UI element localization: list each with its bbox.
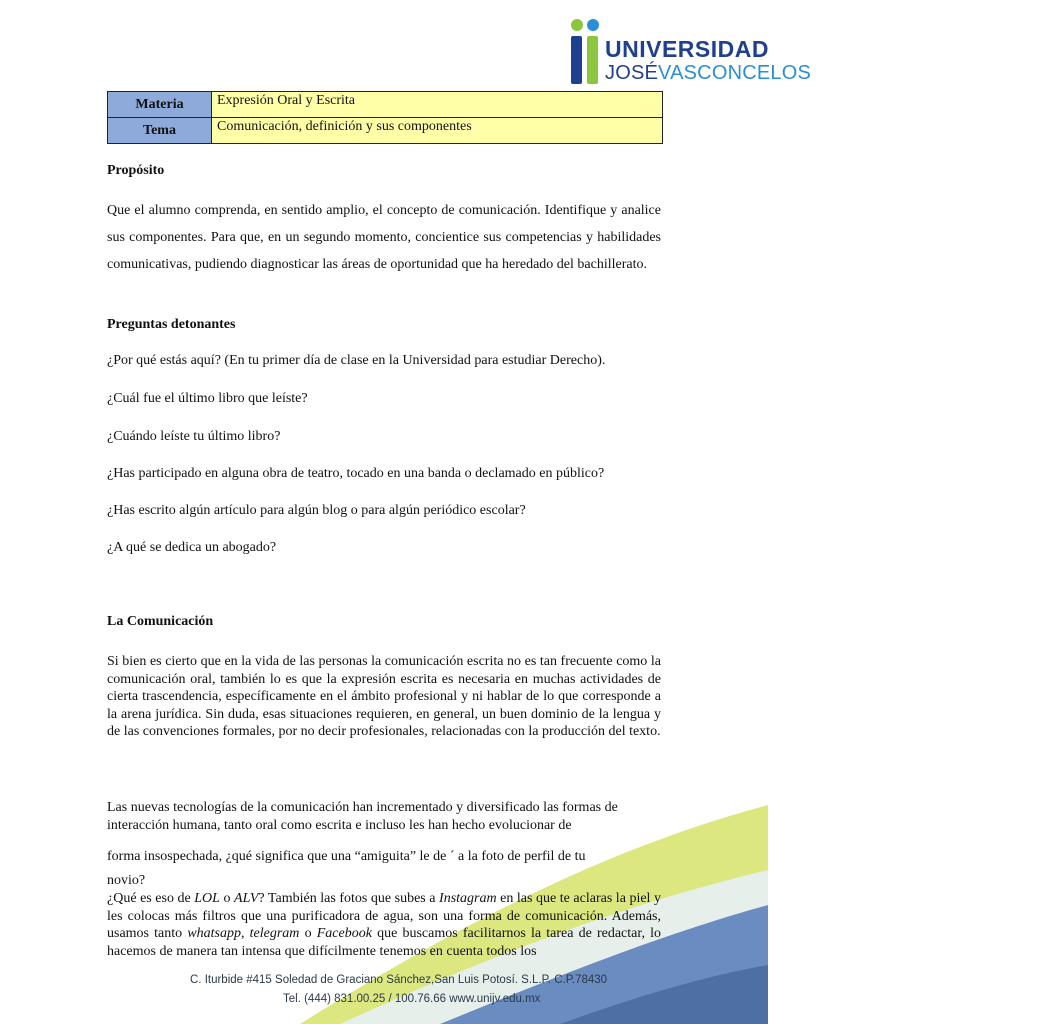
question-item: ¿Cuál fue el último libro que leíste? [107,391,308,406]
table-row [108,118,663,144]
logo-line-2: JOSÉVASCONCELOS [605,62,812,84]
question-item: ¿A qué se dedica un abogado? [107,540,277,555]
logo-line-1: UNIVERSIDAD [605,36,769,62]
question-item: ¿Has participado en alguna obra de teatro, tocado en una banda o declamado en público? [107,466,605,481]
proposito-heading: Propósito [107,163,165,178]
footer-contact: Tel. (444) 831.00.25 / 100.76.66 www.unijv.edu.mx [283,993,541,1005]
materia-value: Expresión Oral y Escrita [212,92,663,118]
tema-label: Tema [108,118,212,144]
logo-figure-icon [568,18,604,88]
table-row [108,92,663,118]
comunicacion-paragraph-2-line: forma insospechada, ¿qué significa que una “amiguita” le de ´ a la foto de perfil de tu [107,849,586,864]
subject-info-table [107,91,663,144]
comunicacion-paragraph-3: ¿Qué es eso de LOL o ALV? También las fotos que subes a Instagram en las que te aclaras la piel y les colocas más filtros que una purificadora de agua, son una forma de comunicación. Además, usamos tanto whatsapp, telegram o Facebook que buscamos facilitarnos la tarea de redactar, lo hacemos de manera tan intensa que difícilmente tenemos en cuenta todos los [107,891,661,959]
question-item: ¿Cuándo leíste tu último libro? [107,429,281,444]
materia-label: Materia [108,92,212,118]
comunicacion-paragraph-2-line: interacción humana, tanto oral como escrita e incluso les han hecho evolucionar de [107,818,572,833]
footer-address: C. Iturbide #415 Soledad de Graciano Sánchez,San Luis Potosí. S.L.P. C.P.78430 [190,974,608,986]
comunicacion-paragraph-2-line: novio? [107,873,146,888]
tema-value: Comunicación, definición y sus componentes [212,118,663,144]
preguntas-heading: Preguntas detonantes [107,317,236,332]
comunicacion-paragraph-2-line: Las nuevas tecnologías de la comunicación han incrementado y diversificado las formas de [107,800,618,815]
question-item: ¿Has escrito algún artículo para algún blog o para algún periódico escolar? [107,503,526,518]
comunicacion-paragraph-1: Si bien es cierto que en la vida de las personas la comunicación escrita no es tan frecuente como la comunicación oral, también lo es que la expresión escrita es necesaria en muchas actividades de cierta trascendencia, específicamente en el ámbito profesional y ni hablar de lo que corresponde a la arena jurídica. Sin duda, esas situaciones requieren, en general, un buen dominio de la lengua y de las convenciones formales, por no decir profesionales, relacionadas con la producción del texto. [107,654,661,739]
question-item: ¿Por qué estás aquí? (En tu primer día de clase en la Universidad para estudiar Derecho). [107,353,606,368]
comunicacion-heading: La Comunicación [107,614,214,629]
university-logo [568,18,812,88]
proposito-text: Que el alumno comprenda, en sentido amplio, el concepto de comunicación. Identifique y analice sus componentes. Para que, en un segundo momento, concientice sus competencias y habilidades comunicativas, pudiendo diagnosticar las áreas de oportunidad que ha heredado del bachillerato. [107,203,661,272]
